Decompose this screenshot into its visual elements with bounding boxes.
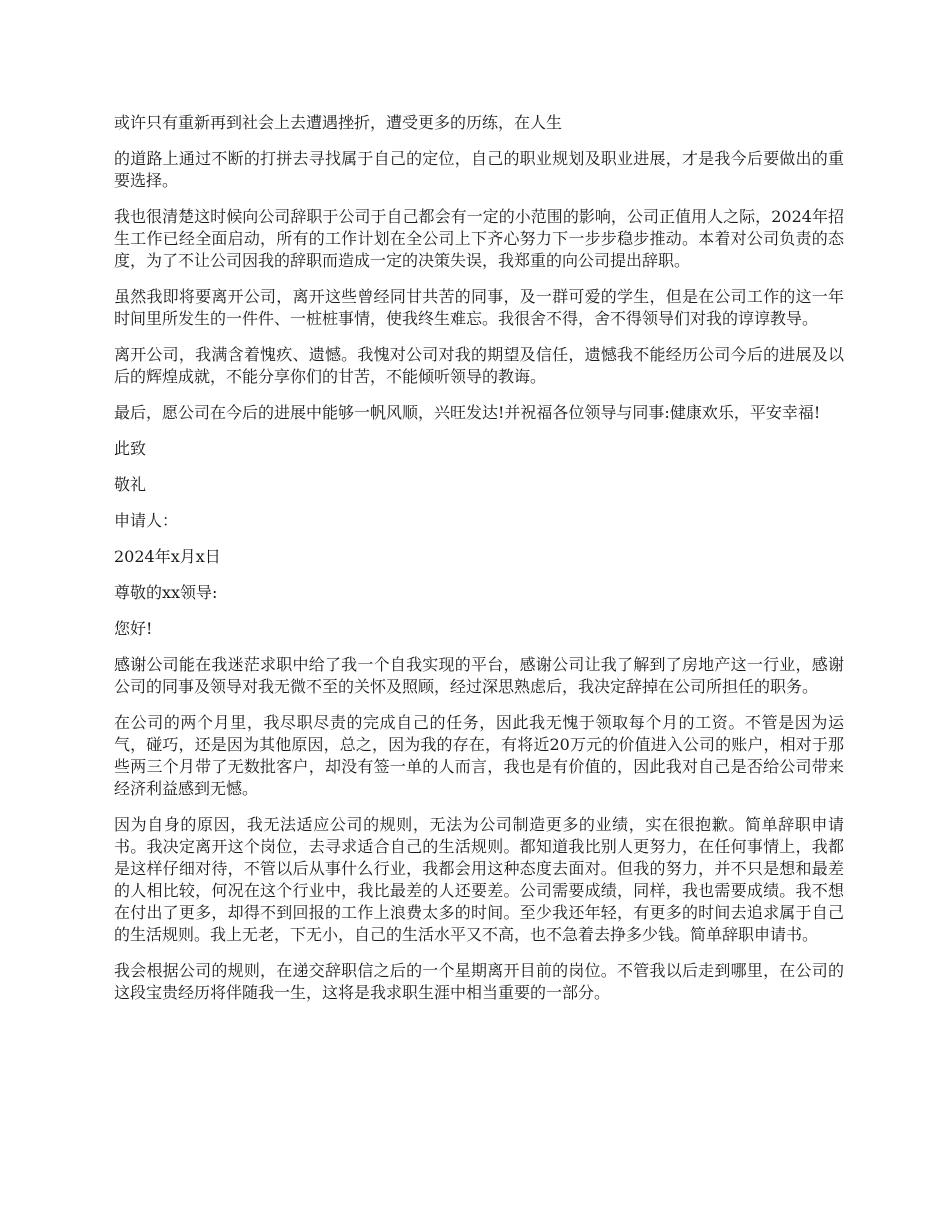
paragraph: 离开公司，我满含着愧疚、遗憾。我愧对公司对我的期望及信任，遗憾我不能经历公司今后的进展及以后的辉煌成就，不能分享你们的甘苦，不能倾听领导的教诲。 xyxy=(114,345,844,386)
paragraph: 因为自身的原因，我无法适应公司的规则，无法为公司制造更多的业绩，实在很抱歉。简单辞职申请书。我决定离开这个岗位，去寻求适合自己的生活规则。都知道我比别人更努力，在任何事情上，我都是这样仔细对待，不管以后从事什么行业，我都会用这种态度去面对。但我的努力，并不只是想和最差的人相比较，何况在这个行业中，我比最差的人还要差。公司需要成绩，同样，我也需要成绩。我不想在付出了更多，却得不到回报的工作上浪费太多的时间。至少我还年轻，有更多的时间去追求属于自己的生活规则。我上无老，下无小，自己的生活水平又不高，也不急着去挣多少钱。简单辞职申请书。 xyxy=(114,815,844,944)
paragraph: 我会根据公司的规则，在递交辞职信之后的一个星期离开目前的岗位。不管我以后走到哪里，在公司的这段宝贵经历将伴随我一生，这将是我求职生涯中相当重要的一部分。 xyxy=(114,961,844,1002)
closing-salutation: 此致 xyxy=(114,439,147,458)
paragraph: 我也很清楚这时候向公司辞职于公司于自己都会有一定的小范围的影响，公司正值用人之际，2024年招生工作已经全面启动，所有的工作计划在全公司上下齐心努力下一步步稳步推动。本着对公司负责的态度，为了不让公司因我的辞职而造成一定的决策失误，我郑重的向公司提出辞职。 xyxy=(114,207,844,270)
date-line: 2024年x月x日 xyxy=(114,547,221,566)
paragraph: 最后，愿公司在今后的进展中能够一帆风顺，兴旺发达!并祝福各位领导与同事:健康欢乐，平安幸福! xyxy=(114,403,821,422)
greeting-recipient: 尊敬的xx领导: xyxy=(114,583,218,602)
applicant-label: 申请人： xyxy=(114,511,179,530)
paragraph: 虽然我即将要离开公司，离开这些曾经同甘共苦的同事，及一群可爱的学生，但是在公司工作的这一年时间里所发生的一件件、一桩桩事情，使我终生难忘。我很舍不得，舍不得领导们对我的谆谆教导。 xyxy=(114,287,844,328)
paragraph: 在公司的两个月里，我尽职尽责的完成自己的任务，因此我无愧于领取每个月的工资。不管是因为运气，碰巧，还是因为其他原因，总之，因为我的存在，有将近20万元的价值进入公司的账户，相对于那些两三个月带了无数批客户，却没有签一单的人而言，我也是有价值的，因此我对自己是否给公司带来经济利益感到无憾。 xyxy=(114,713,844,798)
closing-regards: 敬礼 xyxy=(114,475,147,494)
paragraph: 的道路上通过不断的打拼去寻找属于自己的定位，自己的职业规划及职业进展，才是我今后要做出的重要选择。 xyxy=(114,149,844,190)
document-body xyxy=(114,112,844,1018)
greeting: 您好! xyxy=(114,619,153,638)
paragraph: 或许只有重新再到社会上去遭遇挫折，遭受更多的历练，在人生 xyxy=(114,113,563,132)
paragraph: 感谢公司能在我迷茫求职中给了我一个自我实现的平台，感谢公司让我了解到了房地产这一行业，感谢公司的同事及领导对我无微不至的关怀及照顾，经过深思熟虑后，我决定辞掉在公司所担任的职务。 xyxy=(114,655,844,696)
